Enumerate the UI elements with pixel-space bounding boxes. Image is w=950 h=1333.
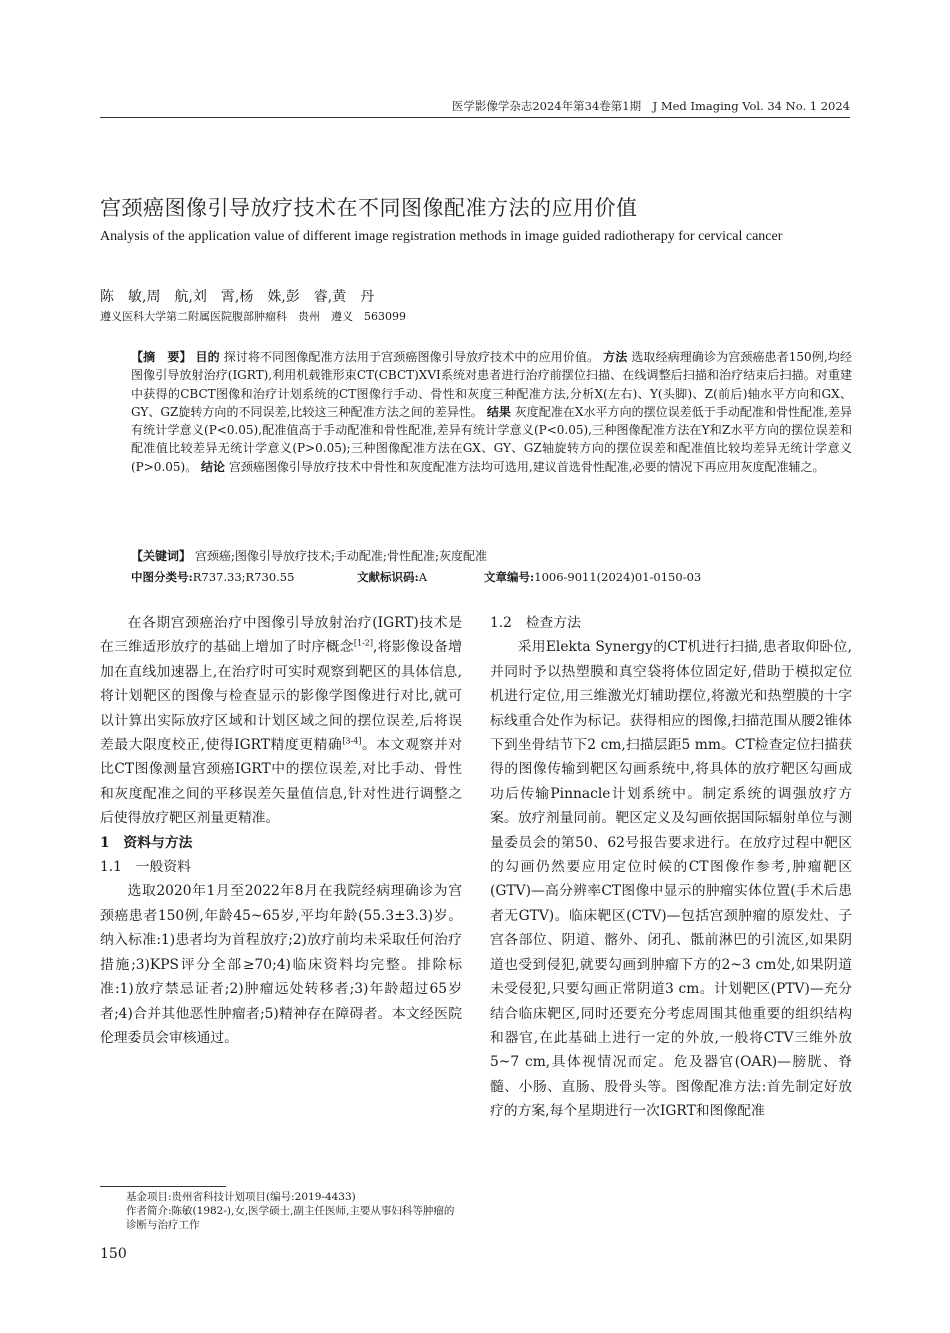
article-no-label: 文章编号: bbox=[484, 570, 535, 584]
result-text: 灰度配准在X水平方向的摆位误差低于手动配准和骨性配准,差异有统计学意义(P<0.05),配准值高于手动配准和骨性配准,差异有统计学意义(P<0.05),三种图像配准方法在Y和Z水平方向的摆位误差和配准值比较差异无统计学意义(P>0.05);三种图像配准方法在GX、GY、GZ轴旋转方向的摆位误差和配准值比较均差异无统计学意义(P>0.05)。 bbox=[131, 404, 852, 474]
intro-paragraph bbox=[100, 611, 462, 831]
citation-2: [3-4] bbox=[342, 736, 362, 746]
fund-note: 基金项目:贵州省科技计划项目(编号:2019-4433) bbox=[126, 1191, 356, 1203]
section-heading-1-1: 1.1 一般资料 bbox=[100, 859, 191, 876]
affiliation: 遵义医科大学第二附属医院腹部肿瘤科 贵州 遵义 563099 bbox=[100, 310, 406, 323]
conclusion-label: 结论 bbox=[201, 459, 226, 474]
keywords-label: 【关键词】 bbox=[131, 549, 192, 563]
article-no-value: 1006-9011(2024)01-0150-03 bbox=[534, 570, 702, 584]
general-info-paragraph: 选取2020年1月至2022年8月在我院经病理确诊为宫颈癌患者150例,年龄45~65岁,平均年龄(55.3±3.3)岁。纳入标准:1)患者均为首程放疗;2)放疗前均未采取任何治疗措施;3)KPS评分全部≥70;4)临床资料均完整。排除标准:1)放疗禁忌证者;2)肿瘤远处转移者;3)年龄超过65岁者;4)合并其他恶性肿瘤者;5)精神存在障碍者。本文经医院伦理委员会审核通过。 bbox=[100, 883, 462, 1046]
document-code bbox=[357, 569, 427, 585]
keywords bbox=[131, 547, 487, 564]
exam-method-paragraph: 采用Elekta Synergy的CT机进行扫描,患者取仰卧位,并同时予以热塑膜和真空袋将体位固定好,借助于模拟定位机进行定位,用三维激光灯辅助摆位,将激光和热塑膜的十字标线重合处作为标记。获得相应的图像,扫描范围从腰2锥体下到坐骨结节下2 cm,扫描层距5 mm。CT检查定位扫描获得的图像传输到靶区勾画系统中,将具体的放疗靶区勾画成功后传输Pinnacle计划系统中。制定系统的调强放疗方案。放疗剂量同前。靶区定义及勾画依据国际辐射单位与测量委员会的第50、62号报告要求进行。在放疗过程中靶区的勾画仍然要应用定位时候的CT图像作参考,肿瘤靶区(GTV)—高分辨率CT图像中显示的肿瘤实体位置(手术后患者无GTV)。临床靶区(CTV)—包括宫颈肿瘤的原发灶、子宫各部位、阴道、髂外、闭孔、骶前淋巴的引流区,如果阴道也受到侵犯,就要勾画到肿瘤下方的2~3 cm处,如果阴道未受侵犯,只要勾画正常阴道3 cm。计划靶区(PTV)—充分结合临床靶区,同时还要充分考虑周围其他重要的组织结构和器官,在此基础上进行一定的外放,一般将CTV三维外放5~7 cm,具体视情况而定。危及器官(OAR)—膀胱、脊髓、小肠、直肠、股骨头等。图像配准方法:首先制定好放疗的方案,每个星期进行一次IGRT和图像配准 bbox=[490, 639, 852, 1120]
author-bio-note: 作者简介:陈敏(1982-),女,医学硕士,副主任医师,主要从事妇科等肿瘤的诊断与治疗工作 bbox=[126, 1205, 455, 1231]
abstract bbox=[131, 348, 852, 476]
footnote-rule bbox=[100, 1186, 226, 1187]
clc-value: R737.33;R730.55 bbox=[192, 570, 295, 584]
section-heading-1: 1 资料与方法 bbox=[100, 834, 193, 851]
abstract-label: 【摘 要】 bbox=[131, 350, 192, 364]
author-list: 陈 敏,周 航,刘 霄,杨 姝,彭 睿,黄 丹 bbox=[100, 289, 375, 305]
keywords-text: 宫颈癌;图像引导放疗技术;手动配准;骨性配准;灰度配准 bbox=[194, 549, 488, 563]
page-number: 150 bbox=[100, 1246, 127, 1262]
footnotes bbox=[126, 1190, 462, 1232]
intro-text-c: 。本文观察并对比CT图像测量宫颈癌IGRT中的摆位误差,对比手动、骨性和灰度配准之间的平移误差矢量值信息,针对性进行调整之后使得放疗靶区剂量更精准。 bbox=[100, 737, 462, 827]
intro-text-b: ,将影像设备增加在直线加速器上,在治疗时可实时观察到靶区的具体信息,将计划靶区的图像与检查显示的影像学图像进行对比,就可以计算出实际放疗区域和计划区域之间的摆位误差,后将误差最大限度校正,使得IGRT精度更精确 bbox=[100, 639, 463, 754]
intro-text-a: 在各期宫颈癌治疗中图像引导放射治疗(IGRT)技术是在三维适形放疗的基础上增加了时序概念 bbox=[100, 615, 462, 656]
conclusion-text: 宫颈癌图像引导放疗技术中骨性和灰度配准方法均可选用,建议首选骨性配准,必要的情况下再应用灰度配准辅之。 bbox=[228, 459, 825, 474]
citation-1: [1-2] bbox=[353, 638, 373, 648]
method-label: 方法 bbox=[603, 350, 628, 364]
article-number bbox=[484, 569, 701, 585]
objective-label: 目的 bbox=[195, 350, 220, 364]
doc-code-label: 文献标识码: bbox=[357, 570, 419, 584]
result-label: 结果 bbox=[486, 404, 511, 419]
doc-code-value: A bbox=[418, 570, 428, 584]
header-rule bbox=[100, 117, 850, 118]
objective-text: 探讨将不同图像配准方法用于宫颈癌图像引导放疗技术中的应用价值。 bbox=[223, 350, 600, 364]
title-en: Analysis of the application value of different image registration methods in image guided radiotherapy for cervical cancer bbox=[100, 229, 783, 244]
section-heading-1-2: 1.2 检查方法 bbox=[490, 615, 581, 631]
title-zh: 宫颈癌图像引导放疗技术在不同图像配准方法的应用价值 bbox=[100, 196, 638, 220]
body-left-column bbox=[100, 611, 462, 1050]
clc-label: 中图分类号: bbox=[131, 570, 193, 584]
clc-number bbox=[131, 569, 294, 585]
running-header: 医学影像学杂志2024年第34卷第1期 J Med Imaging Vol. 34 No. 1 2024 bbox=[451, 99, 850, 113]
method-text: 选取经病理确诊为宫颈癌患者150例,均经图像引导放射治疗(IGRT),利用机载锥形束CT(CBCT)XVI系统对患者进行治疗前摆位扫描、在线调整后扫描和治疗结束后扫描。对重建中获得的CBCT图像和治疗计划系统的CT图像行手动、骨性和灰度三种配准方法,分析X(左右)、Y(头脚)、Z(前后)轴水平方向和GX、GY、GZ旋转方向的不同误差,比较这三种配准方法之间的差异性。 bbox=[131, 350, 852, 419]
body-right-column bbox=[490, 611, 852, 1124]
